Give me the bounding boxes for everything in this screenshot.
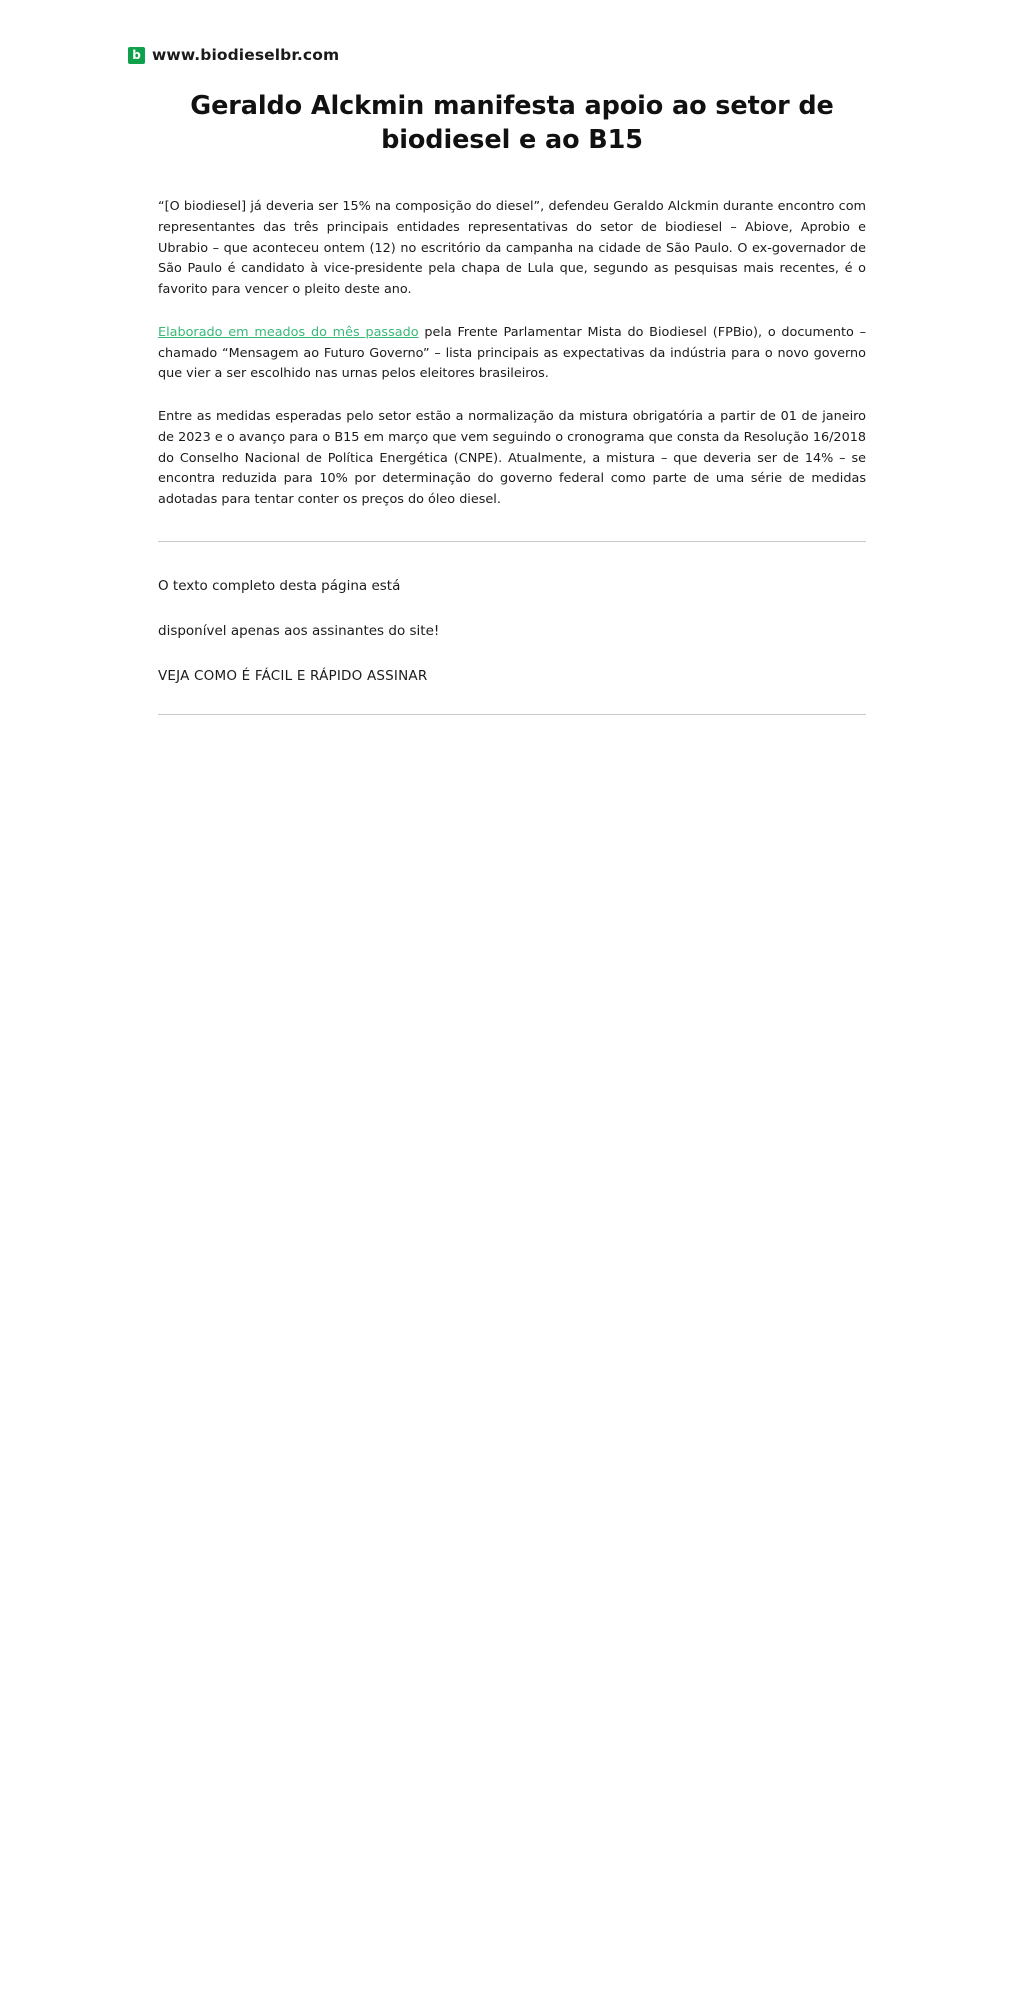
subscribe-cta-link[interactable]: VEJA COMO É FÁCIL E RÁPIDO ASSINAR [158,668,428,685]
biodieselbr-logo-icon: b [128,47,145,64]
paywall-block [102,576,922,716]
article-body [102,197,922,541]
divider-bottom [158,714,866,715]
divider-top [158,541,866,542]
paywall-line-1: O texto completo desta página está [158,577,401,594]
article-content [102,0,922,715]
paywall-line-2: disponível apenas aos assinantes do site! [158,622,440,639]
site-domain-label: www.biodieselbr.com [152,46,340,64]
site-brand[interactable] [102,46,922,64]
paragraph-3: Entre as medidas esperadas pelo setor estão a normalização da mistura obrigatória a partir de 01 de janeiro de 2023 e o avanço para o B15 em março que vem seguindo o cronograma que consta da Resolução 16/2018 do Conselho Nacional de Política Energética (CNPE). Atualmente, a mistura – que deveria ser de 14% – se encontra reduzida para 10% por determinação do governo federal como parte de uma série de medidas adotadas para tentar conter os preços do óleo diesel. [158,409,866,507]
paragraph-2-rest: pela Frente Parlamentar Mista do Biodiesel (FPBio), o documento – chamado “Mensagem ao Futuro Governo” – lista principais as expectativas da indústria para o novo governo que vier a ser escolhido nas urnas pelos eleitores brasileiros. [158,324,866,382]
paragraph-2 [158,323,866,385]
page-title: Geraldo Alckmin manifesta apoio ao setor de biodiesel e ao B15 [190,91,834,155]
inline-link-elaborado[interactable]: Elaborado em meados do mês passado [158,324,419,340]
paragraph-1: “[O biodiesel] já deveria ser 15% na composição do diesel”, defendeu Geraldo Alckmin durante encontro com representantes das três principais entidades representativas do setor de biodiesel – Abiove, Aprobio e Ubrabio – que aconteceu ontem (12) no escritório da campanha na cidade de São Paulo. O ex-governador de São Paulo é candidato à vice-presidente pela chapa de Lula que, segundo as pesquisas mais recentes, é o favorito para vencer o pleito deste ano. [158,199,866,298]
